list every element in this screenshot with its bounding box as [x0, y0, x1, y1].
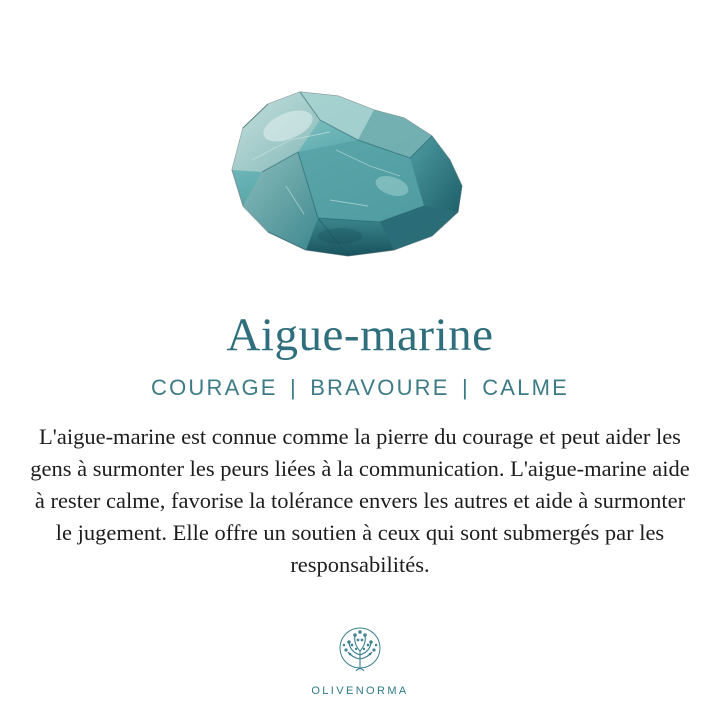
brand-logo	[311, 625, 408, 697]
page-title: Aigue-marine	[226, 309, 494, 361]
stone-image	[0, 0, 720, 290]
keyword-calme: CALME	[482, 375, 569, 400]
keyword-bravoure: BRAVOURE	[310, 375, 450, 400]
brand-name: OLIVENORMA	[311, 685, 409, 698]
keyword-separator: |	[289, 375, 298, 400]
tree-of-life-icon	[328, 625, 392, 683]
keyword-separator: |	[461, 375, 470, 400]
aquamarine-crystal-icon	[0, 0, 720, 290]
keyword-courage: COURAGE	[151, 375, 278, 400]
keyword-list	[151, 375, 569, 401]
description-text: L'aigue-marine est connue comme la pierre du courage et peut aider les gens à surmonter les peurs liées à la communication. L'aigue-marine aide à rester calme, favorise la tolérance envers les autres et aide à surmonter le jugement. Elle offre un soutien à ceux qui sont submergés par les responsabilités.	[30, 424, 690, 577]
